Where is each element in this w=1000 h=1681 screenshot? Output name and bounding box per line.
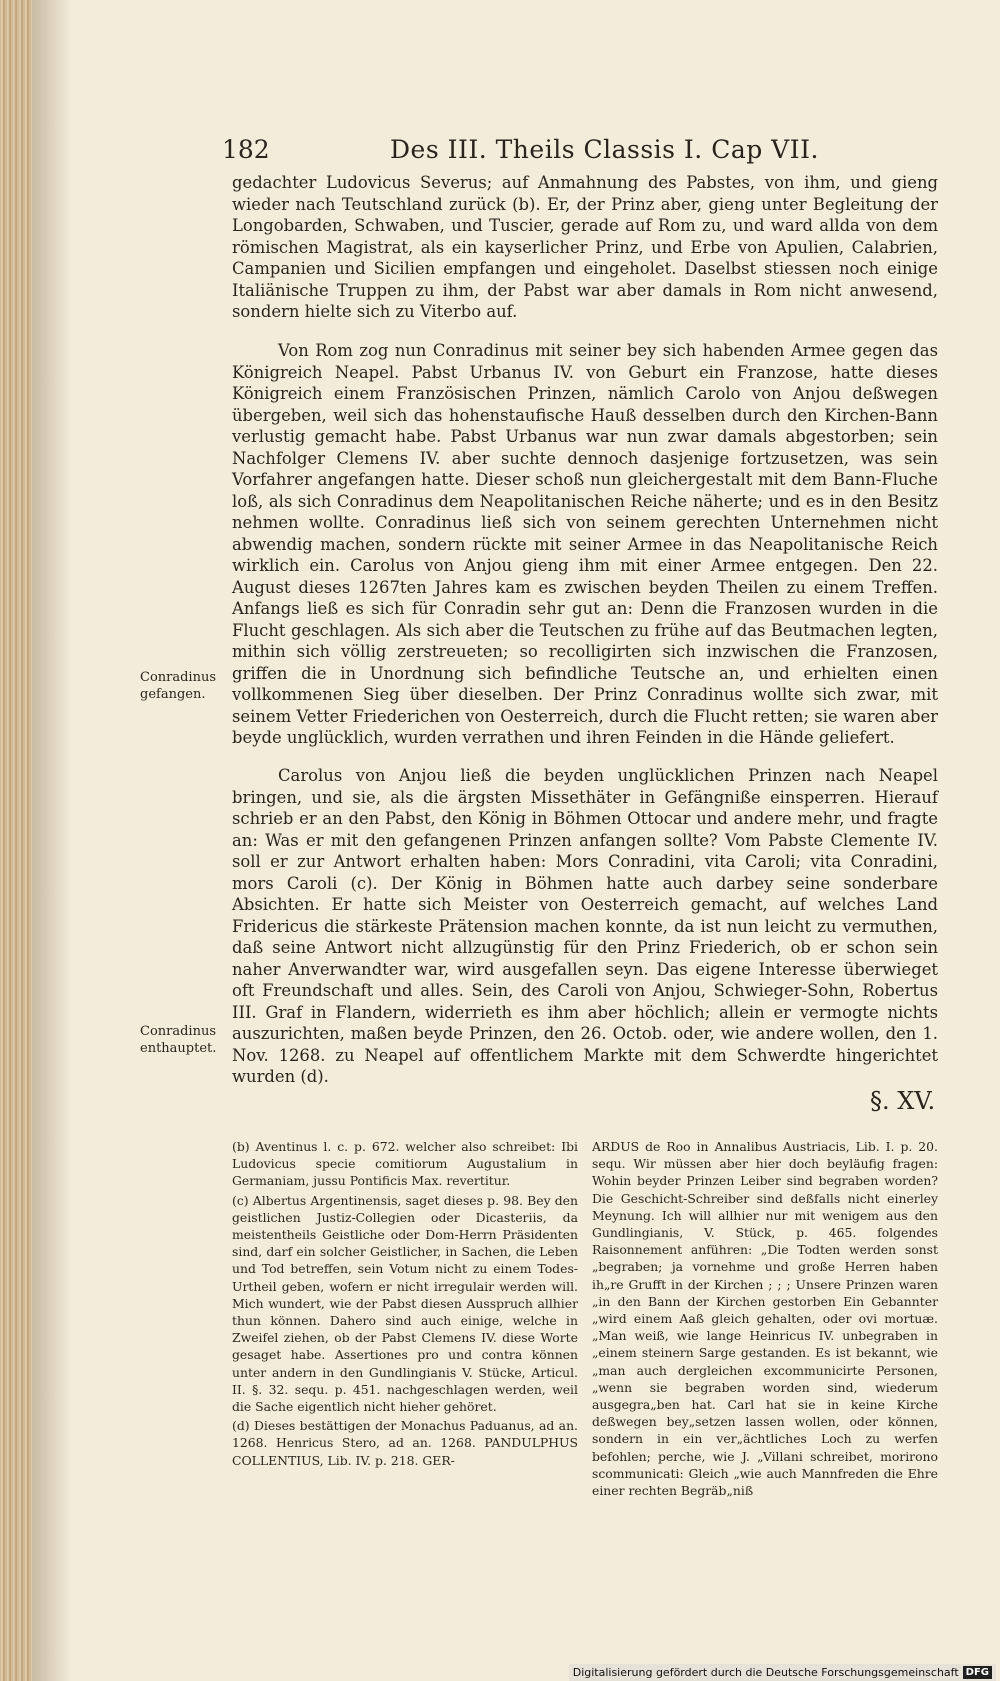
body-paragraph-1 (232, 172, 938, 323)
footnotes-left-column (232, 1138, 578, 1471)
footnote-d: (d) Dieses bestättigen der Monachus Paduanus, ad an. 1268. Henricus Stero, ad an. 1268. PANDULPHUS COLLENTIUS, Lib. IV. p. 218. GER- (232, 1418, 578, 1468)
paragraph-text: gedachter Ludovicus Severus; auf Anmahnung des Pabstes, von ihm, und gieng wieder nach Teutschland zurück (b). Er, der Prinz aber, gieng unter Begleitung der Longobarden, Schwaben, und Tuscier, gerade auf Rom zu, und ward allda von dem römischen Magistrat, als ein kayserlicher Prinz, und Erbe von Apulien, Calabrien, Campanien und Sicilien empfangen und eingeholet. Daselbst stiessen noch einige Italiänische Truppen zu ihm, der Pabst war aber damals in Rom nicht anwesend, sondern hielte sich zu Viterbo auf. (232, 173, 938, 321)
footnotes-right-column (592, 1138, 938, 1501)
section-mark: §. XV. (870, 1087, 936, 1115)
marginal-note-beheaded: Conradinus enthauptet. (140, 1024, 217, 1056)
footnote-d-continued: ARDUS de Roo in Annalibus Austriacis, Lib. I. p. 20. sequ. Wir müssen aber hier doch beyläufig fragen: Wohin beyder Prinzen Leiber sind begraben worden? Die Geschicht-Schreiber sind deßfalls nicht einerley Meynung. Ich will allhier nur mit wenigem aus den Gundlingianis, V. Stück, p. 465. folgendes Raisonnement anführen: „Die Todten werden sonst „begraben; ja vornehme und große Herren haben ih„re Grufft in der Kirchen ; ; ; Unsere Prinzen waren „in den Bann der Kirchen gestorben Ein Gebannter „wird einem Aaß gleich gehalten, oder ovi mortuæ. „Man weiß, wie lange Heinricus IV. unbegraben in „einem steinern Sarge gestanden. Es ist bekannt, wie „man auch dergleichen excommunicirte Personen, „wenn sie begraben worden sind, wiederum ausgegra„ben hat. Carl hat sie in keine Kirche deßwegen bey„setzen lassen wollen, oder können, sondern in ein ver„ächtliches Loch zu werfen befohlen; perche, wie J. „Villani schreibet, morirono scommunicati: Gleich „wie auch Mannfreden die Ehre einer rechten Begräb„niß (592, 1139, 938, 1499)
marginal-note-captured: Conradinus gefangen. (140, 670, 217, 702)
gutter-shadow (32, 0, 72, 1681)
dfg-logo-icon: DFG (963, 1666, 992, 1679)
body-paragraph-2 (232, 340, 938, 749)
footnote-b: (b) Aventinus l. c. p. 672. welcher also schreibet: Ibi Ludovicus specie comitiorum Augustalium in Germaniam, jussu Pontificis Max. revertitur. (232, 1139, 578, 1189)
paragraph-text: Von Rom zog nun Conradinus mit seiner bey sich habenden Armee gegen das Königreich Neapel. Pabst Urbanus IV. von Geburt ein Franzose, hatte dieses Königreich einem Französischen Prinzen, nämlich Carolo von Anjou deßwegen übergeben, weil sich das hohenstaufische Hauß desselben durch den Kirchen-Bann verlustig gemacht habe. Pabst Urbanus war nun zwar damals abgestorben; sein Nachfolger Clemens IV. aber suchte dennoch dasjenige fortzusetzen, was sein Vorfahrer angefangen hatte. Dieser schoß nun gleichergestalt mit dem Bann-Fluche loß, als sich Conradinus dem Neapolitanischen Reiche näherte; und es in den Besitz nehmen wollte. Conradinus ließ sich von seinem gerechten Unternehmen nicht abwendig machen, sondern rückte mit seiner Armee in das Neapolitanische Reich wirklich ein. Carolus von Anjou gieng ihm mit einer Armee entgegen. Den 22. August dieses 1267ten Jahres kam es zwischen beyden Theilen zu einem Treffen. Anfangs ließ es sich für Conradin sehr gut an: Denn die Franzosen wurden in die Flucht geschlagen. Als sich aber die Teutschen zu frühe auf das Beutmachen legten, mithin sich völlig zerstreueten; so recolligirten sich inzwischen die Franzosen, griffen die in Unordnung sich befindliche Teutsche an, und erhielten einen vollkommenen Sieg über dieselben. Der Prinz Conradinus wollte sich zwar, mit seinem Vetter Friederichen von Oesterreich, durch die Flucht retten; sie waren aber beyde unglücklich, wurden verrathen und ihren Feinden in die Hände geliefert. (232, 341, 938, 747)
page-number: 182 (222, 135, 270, 164)
book-page-edges (0, 0, 33, 1681)
body-paragraph-3 (232, 765, 938, 1088)
running-title: Des III. Theils Classis I. Cap VII. (390, 135, 819, 164)
footer-text: Digitalisierung gefördert durch die Deutsche Forschungsgemeinschaft (572, 1666, 959, 1679)
running-header (222, 130, 942, 170)
footnote-c: (c) Albertus Argentinensis, saget dieses p. 98. Bey den geistlichen Justiz-Collegien oder Dicasteriis, da meistentheils Geistliche oder Dom-Herrn Präsidenten sind, darf ein solcher Geistlicher, in Sachen, die Leben und Tod betreffen, sein Votum nicht zu einem Todes-Urtheil geben, wofern er nicht irregulair werden will. Mich wundert, wie der Pabst diesen Ausspruch allhier thun können. Dahero sind auch einige, welche in Zweifel ziehen, ob der Pabst Clemens IV. diese Worte gesaget habe. Assertiones pro und contra können unter andern in den Gundlingianis V. Stücke, Articul. II. §. 32. sequ. p. 451. nachgeschlagen werden, weil die Sache eigentlich nicht hieher gehöret. (232, 1192, 578, 1415)
digitization-footer (569, 1664, 996, 1681)
paragraph-text: Carolus von Anjou ließ die beyden unglücklichen Prinzen nach Neapel bringen, und sie, als die ärgsten Missethäter in Gefängniße einsperren. Hierauf schrieb er an den Pabst, den König in Böhmen Ottocar und andere mehr, und fragte an: Was er mit den gefangenen Prinzen anfangen sollte? Vom Pabste Clemente IV. soll er zur Antwort erhalten haben: Mors Conradini, vita Caroli; vita Conradini, mors Caroli (c). Der König in Böhmen hatte auch darbey seine sonderbare Absichten. Er hatte sich Meister von Oesterreich gemacht, auf welches Land Fridericus die stärkeste Prätension machen konnte, da ist nun leicht zu vermuthen, daß seine Antwort nicht allzugünstig für den Prinz Friederich, ob er schon sein naher Anverwandter war, wird ausgefallen seyn. Das eigene Interesse überwieget oft Freundschaft und alles. Sein, des Caroli von Anjou, Schwieger-Sohn, Robertus III. Graf in Flandern, widerrieth es ihm aber höchlich; allein er vermogte nichts auszurichten, maßen beyde Prinzen, den 26. Octob. oder, wie andere wollen, den 1. Nov. 1268. zu Neapel auf offentlichem Markte mit dem Schwerdte hingerichtet wurden (d). (232, 766, 938, 1086)
